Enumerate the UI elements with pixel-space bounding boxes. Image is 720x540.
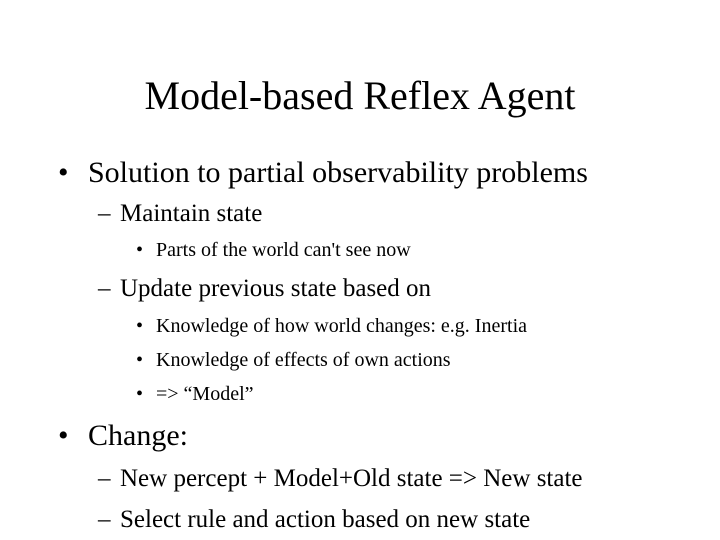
bullet-marker: – (98, 465, 111, 492)
bullet-text: New percept + Model+Old state => New state (120, 465, 583, 492)
bullet-text: Knowledge of effects of own actions (156, 349, 451, 371)
bullet-text: Solution to partial observability problems (88, 156, 588, 189)
bullet-marker: • (136, 315, 144, 337)
bullet-level2 (98, 199, 262, 229)
bullet-marker: – (98, 275, 111, 302)
bullet-marker: • (58, 156, 69, 189)
bullet-text: Maintain state (120, 200, 263, 227)
bullet-level2 (98, 274, 431, 304)
bullet-text: Change: (88, 419, 188, 452)
bullet-text: Select rule and action based on new state (120, 506, 531, 533)
bullet-level3 (136, 348, 451, 372)
bullet-text: Update previous state based on (120, 275, 432, 302)
bullet-level1 (58, 419, 188, 453)
bullet-level2 (98, 464, 583, 494)
slide-title: Model-based Reflex Agent (144, 73, 576, 118)
bullet-level2 (98, 505, 530, 535)
bullet-marker: – (98, 200, 111, 227)
bullet-marker: • (136, 239, 144, 261)
bullet-level3 (136, 382, 254, 406)
bullet-marker: • (136, 383, 144, 405)
bullet-text: Parts of the world can't see now (156, 239, 411, 261)
bullet-marker: • (136, 349, 144, 371)
bullet-text: => “Model” (156, 383, 254, 405)
bullet-level3 (136, 238, 411, 262)
bullet-marker: • (58, 419, 69, 452)
bullet-text: Knowledge of how world changes: e.g. Inertia (156, 315, 527, 337)
bullet-marker: – (98, 506, 111, 533)
bullet-level3 (136, 314, 527, 338)
bullet-level1 (58, 156, 588, 190)
